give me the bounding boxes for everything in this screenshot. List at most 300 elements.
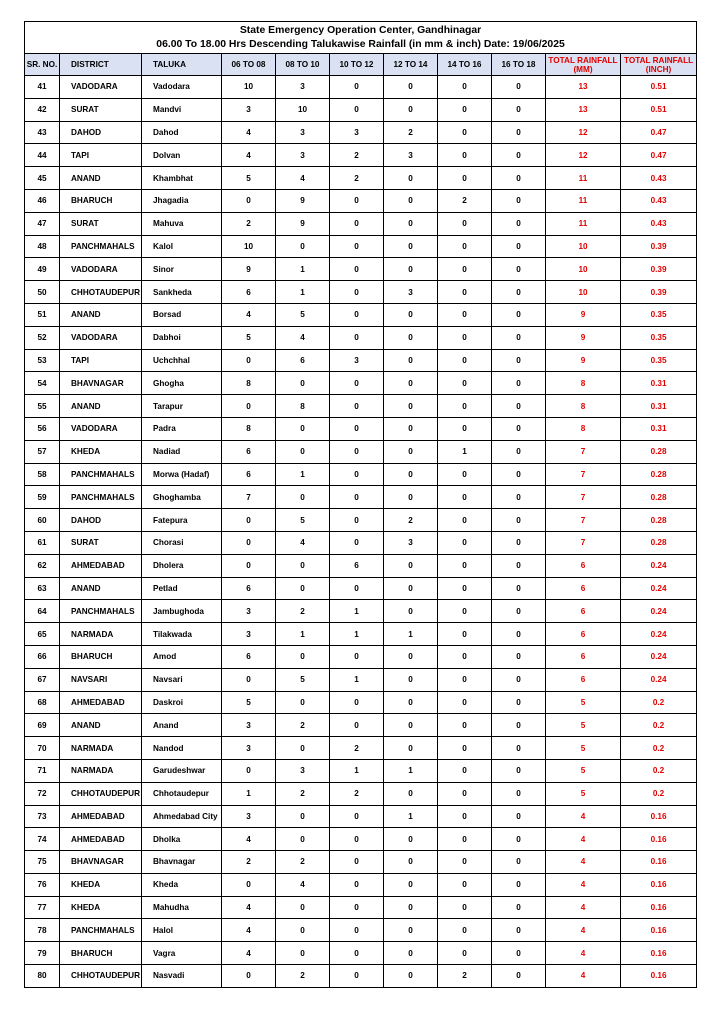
district-cell: PANCHMAHALS xyxy=(60,235,142,258)
total-inch-cell: 0.16 xyxy=(621,828,697,851)
rain-08-10-cell: 0 xyxy=(276,235,330,258)
rain-10-12-cell: 0 xyxy=(330,873,384,896)
total-mm-cell: 8 xyxy=(546,417,621,440)
rain-06-08-cell: 0 xyxy=(222,531,276,554)
rain-10-12-cell: 3 xyxy=(330,121,384,144)
column-header-row xyxy=(25,54,697,76)
sr-no-cell: 65 xyxy=(25,623,60,646)
total-mm-cell: 7 xyxy=(546,486,621,509)
total-inch-cell: 0.31 xyxy=(621,417,697,440)
rain-12-14-cell: 0 xyxy=(384,372,438,395)
rain-10-12-cell: 0 xyxy=(330,98,384,121)
rain-10-12-cell: 2 xyxy=(330,782,384,805)
district-cell: ANAND xyxy=(60,714,142,737)
total-mm-cell: 5 xyxy=(546,691,621,714)
rain-10-12-cell: 1 xyxy=(330,623,384,646)
rain-16-18-cell: 0 xyxy=(492,691,546,714)
sr-no-cell: 69 xyxy=(25,714,60,737)
sr-no-cell: 47 xyxy=(25,212,60,235)
total-mm-cell: 9 xyxy=(546,303,621,326)
rain-16-18-cell: 0 xyxy=(492,440,546,463)
district-cell: ANAND xyxy=(60,395,142,418)
taluka-cell: Morwa (Hadaf) xyxy=(142,463,222,486)
rain-08-10-cell: 4 xyxy=(276,326,330,349)
total-inch-cell: 0.2 xyxy=(621,714,697,737)
total-mm-cell: 8 xyxy=(546,372,621,395)
district-cell: BHARUCH xyxy=(60,645,142,668)
total-mm-cell: 7 xyxy=(546,440,621,463)
rain-14-16-cell: 0 xyxy=(438,281,492,304)
rain-12-14-cell: 1 xyxy=(384,805,438,828)
total-inch-cell: 0.31 xyxy=(621,395,697,418)
total-inch-cell: 0.24 xyxy=(621,577,697,600)
rain-10-12-cell: 0 xyxy=(330,577,384,600)
sr-no-cell: 60 xyxy=(25,509,60,532)
rain-08-10-cell: 1 xyxy=(276,281,330,304)
rain-14-16-cell: 0 xyxy=(438,782,492,805)
rain-06-08-cell: 3 xyxy=(222,623,276,646)
rain-14-16-cell: 0 xyxy=(438,873,492,896)
rain-16-18-cell: 0 xyxy=(492,942,546,965)
rainfall-table xyxy=(24,21,697,988)
table-row xyxy=(25,965,697,988)
rain-16-18-cell: 0 xyxy=(492,326,546,349)
total-mm-cell: 4 xyxy=(546,965,621,988)
rain-16-18-cell: 0 xyxy=(492,212,546,235)
rain-08-10-cell: 3 xyxy=(276,121,330,144)
rain-14-16-cell: 1 xyxy=(438,440,492,463)
rain-10-12-cell: 0 xyxy=(330,942,384,965)
col-header-10-12: 10 TO 12 xyxy=(330,54,384,76)
rain-08-10-cell: 0 xyxy=(276,372,330,395)
rain-14-16-cell: 0 xyxy=(438,326,492,349)
rain-16-18-cell: 0 xyxy=(492,76,546,99)
rain-12-14-cell: 0 xyxy=(384,828,438,851)
district-cell: CHHOTAUDEPUR xyxy=(60,782,142,805)
rain-12-14-cell: 1 xyxy=(384,623,438,646)
rain-14-16-cell: 0 xyxy=(438,828,492,851)
total-mm-cell: 4 xyxy=(546,896,621,919)
table-row xyxy=(25,896,697,919)
rain-06-08-cell: 8 xyxy=(222,417,276,440)
rain-12-14-cell: 2 xyxy=(384,509,438,532)
rain-12-14-cell: 0 xyxy=(384,440,438,463)
total-mm-cell: 13 xyxy=(546,98,621,121)
total-mm-cell: 12 xyxy=(546,144,621,167)
rain-14-16-cell: 0 xyxy=(438,531,492,554)
rain-16-18-cell: 0 xyxy=(492,805,546,828)
sr-no-cell: 52 xyxy=(25,326,60,349)
total-inch-cell: 0.16 xyxy=(621,965,697,988)
rain-08-10-cell: 3 xyxy=(276,759,330,782)
total-inch-cell: 0.16 xyxy=(621,896,697,919)
district-cell: SURAT xyxy=(60,531,142,554)
rain-08-10-cell: 0 xyxy=(276,896,330,919)
sr-no-cell: 46 xyxy=(25,189,60,212)
table-row xyxy=(25,714,697,737)
taluka-cell: Dholka xyxy=(142,828,222,851)
rain-12-14-cell: 0 xyxy=(384,896,438,919)
rain-12-14-cell: 0 xyxy=(384,919,438,942)
taluka-cell: Petlad xyxy=(142,577,222,600)
rain-10-12-cell: 0 xyxy=(330,714,384,737)
sr-no-cell: 56 xyxy=(25,417,60,440)
total-mm-cell: 8 xyxy=(546,395,621,418)
total-inch-cell: 0.35 xyxy=(621,349,697,372)
total-inch-cell: 0.16 xyxy=(621,919,697,942)
taluka-cell: Sinor xyxy=(142,258,222,281)
taluka-cell: Mandvi xyxy=(142,98,222,121)
rain-06-08-cell: 0 xyxy=(222,759,276,782)
table-row xyxy=(25,851,697,874)
rain-16-18-cell: 0 xyxy=(492,281,546,304)
rain-08-10-cell: 3 xyxy=(276,144,330,167)
rain-06-08-cell: 10 xyxy=(222,235,276,258)
sr-no-cell: 61 xyxy=(25,531,60,554)
rain-12-14-cell: 0 xyxy=(384,326,438,349)
rain-14-16-cell: 0 xyxy=(438,167,492,190)
rain-14-16-cell: 0 xyxy=(438,486,492,509)
rain-16-18-cell: 0 xyxy=(492,463,546,486)
rain-14-16-cell: 0 xyxy=(438,303,492,326)
table-row xyxy=(25,919,697,942)
taluka-cell: Uchchhal xyxy=(142,349,222,372)
district-cell: ANAND xyxy=(60,577,142,600)
rain-10-12-cell: 0 xyxy=(330,896,384,919)
col-header-16-18: 16 TO 18 xyxy=(492,54,546,76)
table-row xyxy=(25,509,697,532)
rain-08-10-cell: 2 xyxy=(276,714,330,737)
rain-06-08-cell: 0 xyxy=(222,509,276,532)
taluka-cell: Tilakwada xyxy=(142,623,222,646)
rain-16-18-cell: 0 xyxy=(492,759,546,782)
table-row xyxy=(25,258,697,281)
rain-16-18-cell: 0 xyxy=(492,189,546,212)
total-inch-cell: 0.2 xyxy=(621,691,697,714)
rain-12-14-cell: 0 xyxy=(384,554,438,577)
rain-12-14-cell: 0 xyxy=(384,463,438,486)
rain-06-08-cell: 6 xyxy=(222,440,276,463)
rain-14-16-cell: 0 xyxy=(438,942,492,965)
rain-12-14-cell: 3 xyxy=(384,144,438,167)
rain-06-08-cell: 5 xyxy=(222,691,276,714)
district-cell: TAPI xyxy=(60,349,142,372)
total-inch-cell: 0.2 xyxy=(621,737,697,760)
rain-06-08-cell: 4 xyxy=(222,942,276,965)
rain-10-12-cell: 0 xyxy=(330,440,384,463)
taluka-cell: Amod xyxy=(142,645,222,668)
table-row xyxy=(25,691,697,714)
rain-14-16-cell: 2 xyxy=(438,189,492,212)
table-row xyxy=(25,372,697,395)
rain-06-08-cell: 9 xyxy=(222,258,276,281)
total-mm-cell: 6 xyxy=(546,645,621,668)
rain-10-12-cell: 0 xyxy=(330,486,384,509)
rain-08-10-cell: 1 xyxy=(276,623,330,646)
report-title-line2: 06.00 To 18.00 Hrs Descending Talukawise Rainfall (in mm & inch) Date: 19/06/2025 xyxy=(156,38,565,50)
total-mm-cell: 10 xyxy=(546,281,621,304)
rain-16-18-cell: 0 xyxy=(492,349,546,372)
district-cell: BHARUCH xyxy=(60,189,142,212)
rain-10-12-cell: 0 xyxy=(330,965,384,988)
report-title xyxy=(25,22,697,54)
rain-10-12-cell: 0 xyxy=(330,235,384,258)
total-mm-cell: 6 xyxy=(546,554,621,577)
rain-16-18-cell: 0 xyxy=(492,235,546,258)
table-row xyxy=(25,759,697,782)
table-row xyxy=(25,235,697,258)
total-inch-cell: 0.28 xyxy=(621,531,697,554)
rain-12-14-cell: 0 xyxy=(384,235,438,258)
taluka-cell: Sankheda xyxy=(142,281,222,304)
table-row xyxy=(25,623,697,646)
report-title-line1: State Emergency Operation Center, Gandhinagar xyxy=(239,24,482,36)
rain-06-08-cell: 6 xyxy=(222,645,276,668)
rain-06-08-cell: 4 xyxy=(222,896,276,919)
taluka-cell: Kalol xyxy=(142,235,222,258)
taluka-cell: Anand xyxy=(142,714,222,737)
sr-no-cell: 74 xyxy=(25,828,60,851)
rain-10-12-cell: 1 xyxy=(330,668,384,691)
rain-08-10-cell: 4 xyxy=(276,167,330,190)
total-mm-cell: 11 xyxy=(546,167,621,190)
rain-06-08-cell: 3 xyxy=(222,98,276,121)
rain-12-14-cell: 0 xyxy=(384,577,438,600)
table-row xyxy=(25,463,697,486)
table-body xyxy=(25,76,697,988)
rain-08-10-cell: 8 xyxy=(276,395,330,418)
rain-16-18-cell: 0 xyxy=(492,623,546,646)
sr-no-cell: 41 xyxy=(25,76,60,99)
total-mm-cell: 10 xyxy=(546,258,621,281)
district-cell: VADODARA xyxy=(60,417,142,440)
sr-no-cell: 44 xyxy=(25,144,60,167)
table-row xyxy=(25,417,697,440)
rain-08-10-cell: 4 xyxy=(276,531,330,554)
rain-16-18-cell: 0 xyxy=(492,395,546,418)
rain-12-14-cell: 0 xyxy=(384,782,438,805)
taluka-cell: Chhotaudepur xyxy=(142,782,222,805)
rain-06-08-cell: 0 xyxy=(222,965,276,988)
rain-12-14-cell: 0 xyxy=(384,600,438,623)
rain-06-08-cell: 3 xyxy=(222,600,276,623)
table-row xyxy=(25,144,697,167)
district-cell: NARMADA xyxy=(60,759,142,782)
rain-08-10-cell: 9 xyxy=(276,212,330,235)
rain-06-08-cell: 8 xyxy=(222,372,276,395)
sr-no-cell: 45 xyxy=(25,167,60,190)
total-inch-cell: 0.16 xyxy=(621,805,697,828)
table-row xyxy=(25,167,697,190)
col-header-taluka: TALUKA xyxy=(142,54,222,76)
rain-06-08-cell: 0 xyxy=(222,189,276,212)
total-inch-cell: 0.35 xyxy=(621,303,697,326)
rain-10-12-cell: 0 xyxy=(330,76,384,99)
total-mm-cell: 5 xyxy=(546,759,621,782)
taluka-cell: Nasvadi xyxy=(142,965,222,988)
district-cell: BHAVNAGAR xyxy=(60,372,142,395)
rain-12-14-cell: 0 xyxy=(384,167,438,190)
district-cell: KHEDA xyxy=(60,873,142,896)
district-cell: DAHOD xyxy=(60,121,142,144)
rain-08-10-cell: 10 xyxy=(276,98,330,121)
rain-06-08-cell: 6 xyxy=(222,577,276,600)
sr-no-cell: 51 xyxy=(25,303,60,326)
district-cell: AHMEDABAD xyxy=(60,554,142,577)
table-row xyxy=(25,942,697,965)
rain-06-08-cell: 2 xyxy=(222,851,276,874)
rain-06-08-cell: 10 xyxy=(222,76,276,99)
taluka-cell: Padra xyxy=(142,417,222,440)
rain-08-10-cell: 3 xyxy=(276,76,330,99)
rain-06-08-cell: 4 xyxy=(222,303,276,326)
taluka-cell: Vadodara xyxy=(142,76,222,99)
sr-no-cell: 73 xyxy=(25,805,60,828)
total-mm-cell: 7 xyxy=(546,531,621,554)
rain-10-12-cell: 0 xyxy=(330,212,384,235)
sr-no-cell: 75 xyxy=(25,851,60,874)
table-row xyxy=(25,873,697,896)
total-inch-cell: 0.28 xyxy=(621,440,697,463)
table-row xyxy=(25,486,697,509)
table-row xyxy=(25,782,697,805)
rain-14-16-cell: 0 xyxy=(438,691,492,714)
rain-14-16-cell: 2 xyxy=(438,965,492,988)
total-mm-cell: 11 xyxy=(546,189,621,212)
rain-08-10-cell: 2 xyxy=(276,600,330,623)
rain-16-18-cell: 0 xyxy=(492,167,546,190)
total-inch-cell: 0.2 xyxy=(621,759,697,782)
rain-16-18-cell: 0 xyxy=(492,121,546,144)
rain-12-14-cell: 0 xyxy=(384,98,438,121)
taluka-cell: Mahuva xyxy=(142,212,222,235)
sr-no-cell: 58 xyxy=(25,463,60,486)
rain-12-14-cell: 0 xyxy=(384,691,438,714)
total-inch-cell: 0.31 xyxy=(621,372,697,395)
total-mm-cell: 6 xyxy=(546,577,621,600)
total-mm-cell: 5 xyxy=(546,782,621,805)
col-header-12-14: 12 TO 14 xyxy=(384,54,438,76)
col-header-sr-no: SR. NO. xyxy=(25,54,60,76)
rain-16-18-cell: 0 xyxy=(492,851,546,874)
rain-16-18-cell: 0 xyxy=(492,737,546,760)
rain-16-18-cell: 0 xyxy=(492,577,546,600)
district-cell: AHMEDABAD xyxy=(60,691,142,714)
rain-10-12-cell: 0 xyxy=(330,531,384,554)
district-cell: PANCHMAHALS xyxy=(60,919,142,942)
total-mm-cell: 6 xyxy=(546,600,621,623)
table-row xyxy=(25,121,697,144)
rain-14-16-cell: 0 xyxy=(438,645,492,668)
rain-08-10-cell: 0 xyxy=(276,691,330,714)
rain-14-16-cell: 0 xyxy=(438,668,492,691)
total-inch-cell: 0.16 xyxy=(621,851,697,874)
district-cell: PANCHMAHALS xyxy=(60,486,142,509)
total-mm-cell: 5 xyxy=(546,714,621,737)
total-inch-cell: 0.47 xyxy=(621,144,697,167)
table-row xyxy=(25,212,697,235)
sr-no-cell: 43 xyxy=(25,121,60,144)
rain-14-16-cell: 0 xyxy=(438,509,492,532)
sr-no-cell: 76 xyxy=(25,873,60,896)
district-cell: PANCHMAHALS xyxy=(60,600,142,623)
col-header-08-10: 08 TO 10 xyxy=(276,54,330,76)
rain-08-10-cell: 0 xyxy=(276,645,330,668)
rain-14-16-cell: 0 xyxy=(438,98,492,121)
rain-12-14-cell: 3 xyxy=(384,531,438,554)
rain-14-16-cell: 0 xyxy=(438,714,492,737)
rain-14-16-cell: 0 xyxy=(438,805,492,828)
rain-16-18-cell: 0 xyxy=(492,258,546,281)
rain-14-16-cell: 0 xyxy=(438,144,492,167)
sr-no-cell: 71 xyxy=(25,759,60,782)
table-row xyxy=(25,531,697,554)
taluka-cell: Mahudha xyxy=(142,896,222,919)
rain-10-12-cell: 0 xyxy=(330,645,384,668)
total-mm-cell: 7 xyxy=(546,463,621,486)
taluka-cell: Chorasi xyxy=(142,531,222,554)
rain-08-10-cell: 0 xyxy=(276,417,330,440)
taluka-cell: Nandod xyxy=(142,737,222,760)
rain-06-08-cell: 1 xyxy=(222,782,276,805)
rain-12-14-cell: 1 xyxy=(384,759,438,782)
sr-no-cell: 79 xyxy=(25,942,60,965)
total-mm-cell: 4 xyxy=(546,851,621,874)
total-inch-cell: 0.43 xyxy=(621,189,697,212)
rain-06-08-cell: 5 xyxy=(222,167,276,190)
rain-10-12-cell: 0 xyxy=(330,281,384,304)
sr-no-cell: 72 xyxy=(25,782,60,805)
rain-10-12-cell: 0 xyxy=(330,828,384,851)
rain-12-14-cell: 0 xyxy=(384,486,438,509)
rain-14-16-cell: 0 xyxy=(438,212,492,235)
district-cell: VADODARA xyxy=(60,258,142,281)
rain-06-08-cell: 7 xyxy=(222,486,276,509)
district-cell: NARMADA xyxy=(60,623,142,646)
table-row xyxy=(25,668,697,691)
taluka-cell: Kheda xyxy=(142,873,222,896)
rain-16-18-cell: 0 xyxy=(492,919,546,942)
rain-08-10-cell: 0 xyxy=(276,486,330,509)
rain-16-18-cell: 0 xyxy=(492,965,546,988)
sr-no-cell: 53 xyxy=(25,349,60,372)
district-cell: NAVSARI xyxy=(60,668,142,691)
rain-10-12-cell: 0 xyxy=(330,805,384,828)
rain-12-14-cell: 0 xyxy=(384,668,438,691)
total-inch-cell: 0.2 xyxy=(621,782,697,805)
district-cell: BHAVNAGAR xyxy=(60,851,142,874)
district-cell: ANAND xyxy=(60,167,142,190)
total-inch-cell: 0.39 xyxy=(621,258,697,281)
taluka-cell: Borsad xyxy=(142,303,222,326)
taluka-cell: Khambhat xyxy=(142,167,222,190)
rain-14-16-cell: 0 xyxy=(438,554,492,577)
sr-no-cell: 48 xyxy=(25,235,60,258)
rain-16-18-cell: 0 xyxy=(492,372,546,395)
taluka-cell: Jhagadia xyxy=(142,189,222,212)
rain-10-12-cell: 0 xyxy=(330,326,384,349)
col-header-total-mm: TOTAL RAINFALL (MM) xyxy=(546,54,621,76)
rain-08-10-cell: 1 xyxy=(276,258,330,281)
rain-16-18-cell: 0 xyxy=(492,417,546,440)
taluka-cell: Dholera xyxy=(142,554,222,577)
sr-no-cell: 64 xyxy=(25,600,60,623)
total-inch-cell: 0.16 xyxy=(621,873,697,896)
sr-no-cell: 80 xyxy=(25,965,60,988)
table-row xyxy=(25,395,697,418)
total-mm-cell: 4 xyxy=(546,828,621,851)
rain-12-14-cell: 0 xyxy=(384,714,438,737)
